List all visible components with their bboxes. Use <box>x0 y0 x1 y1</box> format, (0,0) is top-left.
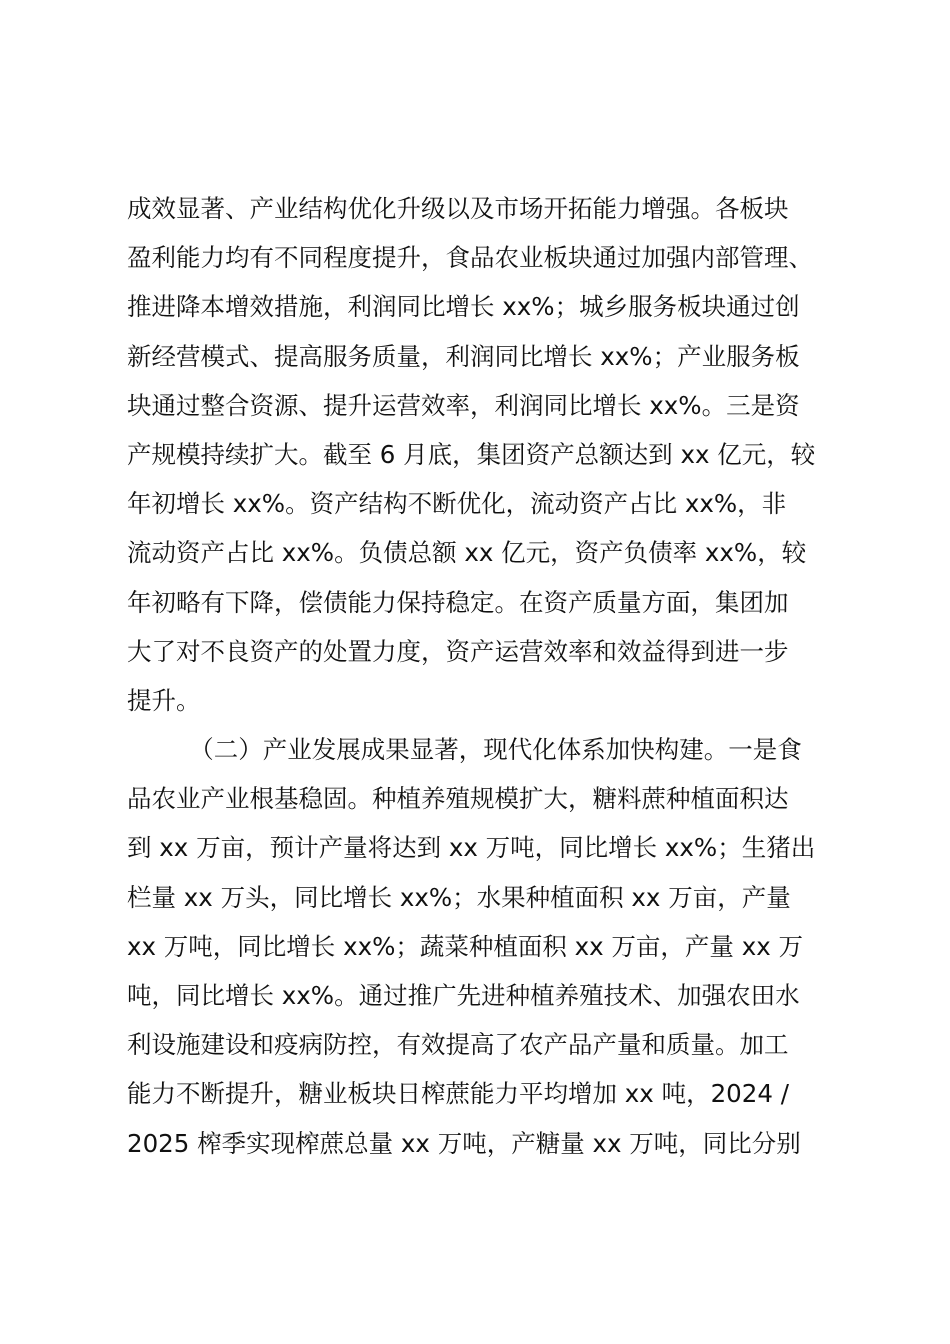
text-line: 2025 榨季实现榨蔗总量 xx 万吨，产糖量 xx 万吨，同比分别 <box>127 1128 801 1158</box>
text-line: xx 万吨，同比增长 xx%；蔬菜种植面积 xx 万亩，产量 xx 万 <box>127 931 803 961</box>
text-line: 推进降本增效措施，利润同比增长 xx%；城乡服务板块通过创 <box>127 292 800 322</box>
text-line: 新经营模式、提高服务质量，利润同比增长 xx%；产业服务板 <box>127 341 800 371</box>
text-line: 能力不断提升，糖业板块日榨蔗能力平均增加 xx 吨，2024 / <box>127 1079 789 1109</box>
text-line: 盈利能力均有不同程度提升，食品农业板块通过加强内部管理、 <box>127 243 813 273</box>
text-line: 成效显著、产业结构优化升级以及市场开拓能力增强。各板块 <box>127 194 789 223</box>
text-line: 产规模持续扩大。截至 6 月底，集团资产总额达到 xx 亿元，较 <box>127 439 816 469</box>
text-line: 流动资产占比 xx%。负债总额 xx 亿元，资产负债率 xx%，较 <box>127 538 807 568</box>
text-line: 年初略有下降，偿债能力保持稳定。在资产质量方面，集团加 <box>127 587 789 617</box>
text-line: 块通过整合资源、提升运营效率，利润同比增长 xx%。三是资 <box>127 390 800 420</box>
text-line: 吨，同比增长 xx%。通过推广先进种植养殖技术、加强农田水 <box>127 981 800 1010</box>
text-line: 栏量 xx 万头，同比增长 xx%；水果种植面积 xx 万亩，产量 <box>127 882 791 912</box>
text-line: 品农业产业根基稳固。种植养殖规模扩大，糖料蔗种植面积达 <box>127 784 789 814</box>
text-line: 大了对不良资产的处置力度，资产运营效率和效益得到进一步 <box>127 636 789 666</box>
section-heading-line: （二）产业发展成果显著，现代化体系加快构建。一是食 <box>127 735 802 765</box>
body-text <box>127 184 847 1168</box>
text-line: 提升。 <box>127 685 201 715</box>
text-line: 年初增长 xx%。资产结构不断优化，流动资产占比 xx%，非 <box>127 489 787 519</box>
text-line: 利设施建设和疫病防控，有效提高了农产品产量和质量。加工 <box>127 1030 789 1060</box>
text-line: 到 xx 万亩，预计产量将达到 xx 万吨，同比增长 xx%；生猪出 <box>127 833 816 863</box>
